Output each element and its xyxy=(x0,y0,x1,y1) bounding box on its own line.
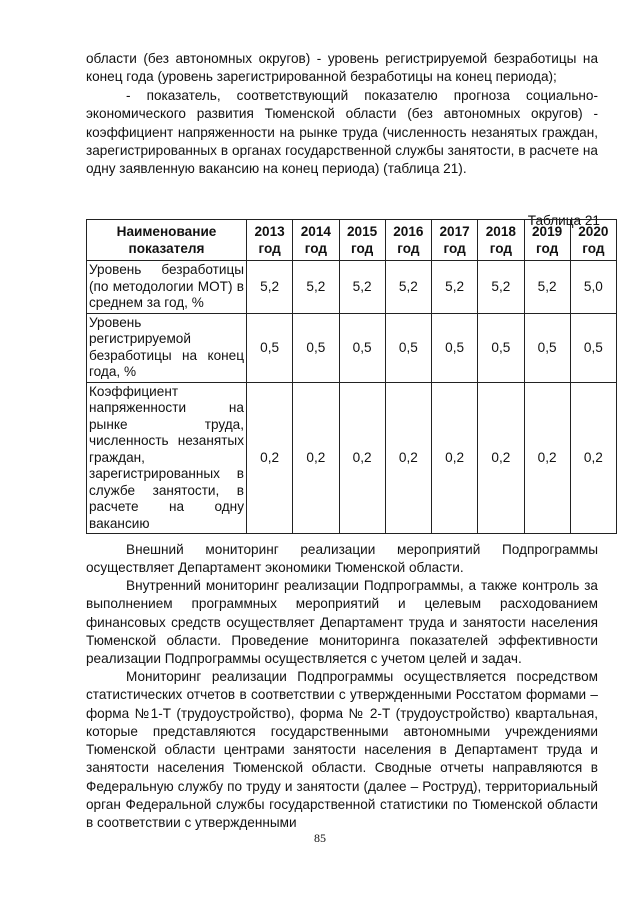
cell-value: 0,2 xyxy=(524,382,570,534)
header-year: 2019 год xyxy=(524,220,570,261)
table-row xyxy=(87,382,617,534)
cell-value: 5,2 xyxy=(432,261,478,314)
cell-value: 0,5 xyxy=(570,313,616,382)
cell-value: 5,2 xyxy=(524,261,570,314)
header-year: 2013 год xyxy=(247,220,293,261)
table-caption: Таблица 21 xyxy=(527,213,600,228)
row-indicator-name: Уровень безработицы (по методологии МОТ) в среднем за год, % xyxy=(87,261,247,314)
header-year: 2017 год xyxy=(432,220,478,261)
row-indicator-name: Коэффициент напряженности на рынке труда, численность незанятых граждан, зарегистрированных в службе занятости, в расчете на одну вакансию xyxy=(87,382,247,534)
cell-value: 5,2 xyxy=(385,261,431,314)
header-year: 2018 год xyxy=(478,220,524,261)
table-row xyxy=(87,261,617,314)
cell-value: 0,2 xyxy=(432,382,478,534)
cell-value: 0,5 xyxy=(385,313,431,382)
header-year: 2014 год xyxy=(293,220,339,261)
indicator-table xyxy=(86,219,617,534)
cell-value: 0,5 xyxy=(478,313,524,382)
body-paragraph-1: Внешний мониторинг реализации мероприятий Подпрограммы осуществляет Департамент экономики Тюменской области. xyxy=(86,542,598,576)
header-year: 2020 год xyxy=(570,220,616,261)
cell-value: 0,5 xyxy=(524,313,570,382)
intro-paragraph-1: области (без автономных округов) - уровень регистрируемой безработицы на конец года (уровень зарегистрированной безработицы на конец периода); xyxy=(86,51,598,85)
row-indicator-name: Уровень регистрируемой безработицы на конец года, % xyxy=(87,313,247,382)
table-row xyxy=(87,313,617,382)
cell-value: 0,2 xyxy=(478,382,524,534)
intro-paragraph-2: - показатель, соответствующий показателю прогноза социально-экономического развития Тюменской области (без автономных округов) - коэффициент напряженности на рынке труда (численность незанятых граждан, зарегистрированных в органах государственной службы занятости, в расчете на одну заявленную вакансию на конец периода) (таблица 21). xyxy=(86,88,598,177)
cell-value: 0,2 xyxy=(570,382,616,534)
table-header-row xyxy=(87,220,617,261)
body-paragraph-3: Мониторинг реализации Подпрограммы осуществляется посредством статистических отчетов в соответствии с утвержденными Росстатом формами – форма №1-Т (трудоустройство), форма № 2-Т (трудоустройство) квартальная, которые представляются государственными автономными учреждениями Тюменской области центрами занятости населения в Департамент труда и занятости населения Тюменской области. Сводные отчеты направляются в Федеральную службу по труду и занятости (далее – Роструд), территориальный орган Федеральной службы государственной статистики по Тюменской области в соответствии с утвержденными xyxy=(86,669,598,831)
cell-value: 5,0 xyxy=(570,261,616,314)
cell-value: 5,2 xyxy=(247,261,293,314)
cell-value: 0,5 xyxy=(247,313,293,382)
body-paragraph-2: Внутренний мониторинг реализации Подпрограммы, а также контроль за выполнением программных мероприятий и целевым расходованием финансовых средств осуществляет Департамент труда и занятости населения Тюменской области. Проведение мониторинга показателей эффективности реализации Подпрограммы осуществляется с учетом целей и задач. xyxy=(86,578,598,667)
cell-value: 5,2 xyxy=(478,261,524,314)
cell-value: 0,5 xyxy=(339,313,385,382)
cell-value: 0,5 xyxy=(293,313,339,382)
header-year: 2015 год xyxy=(339,220,385,261)
cell-value: 0,5 xyxy=(432,313,478,382)
cell-value: 0,2 xyxy=(339,382,385,534)
cell-value: 0,2 xyxy=(293,382,339,534)
cell-value: 5,2 xyxy=(293,261,339,314)
cell-value: 0,2 xyxy=(385,382,431,534)
page-number: 85 xyxy=(314,831,326,845)
header-year: 2016 год xyxy=(385,220,431,261)
cell-value: 0,2 xyxy=(247,382,293,534)
cell-value: 5,2 xyxy=(339,261,385,314)
header-indicator-name: Наименование показателя xyxy=(87,220,247,261)
